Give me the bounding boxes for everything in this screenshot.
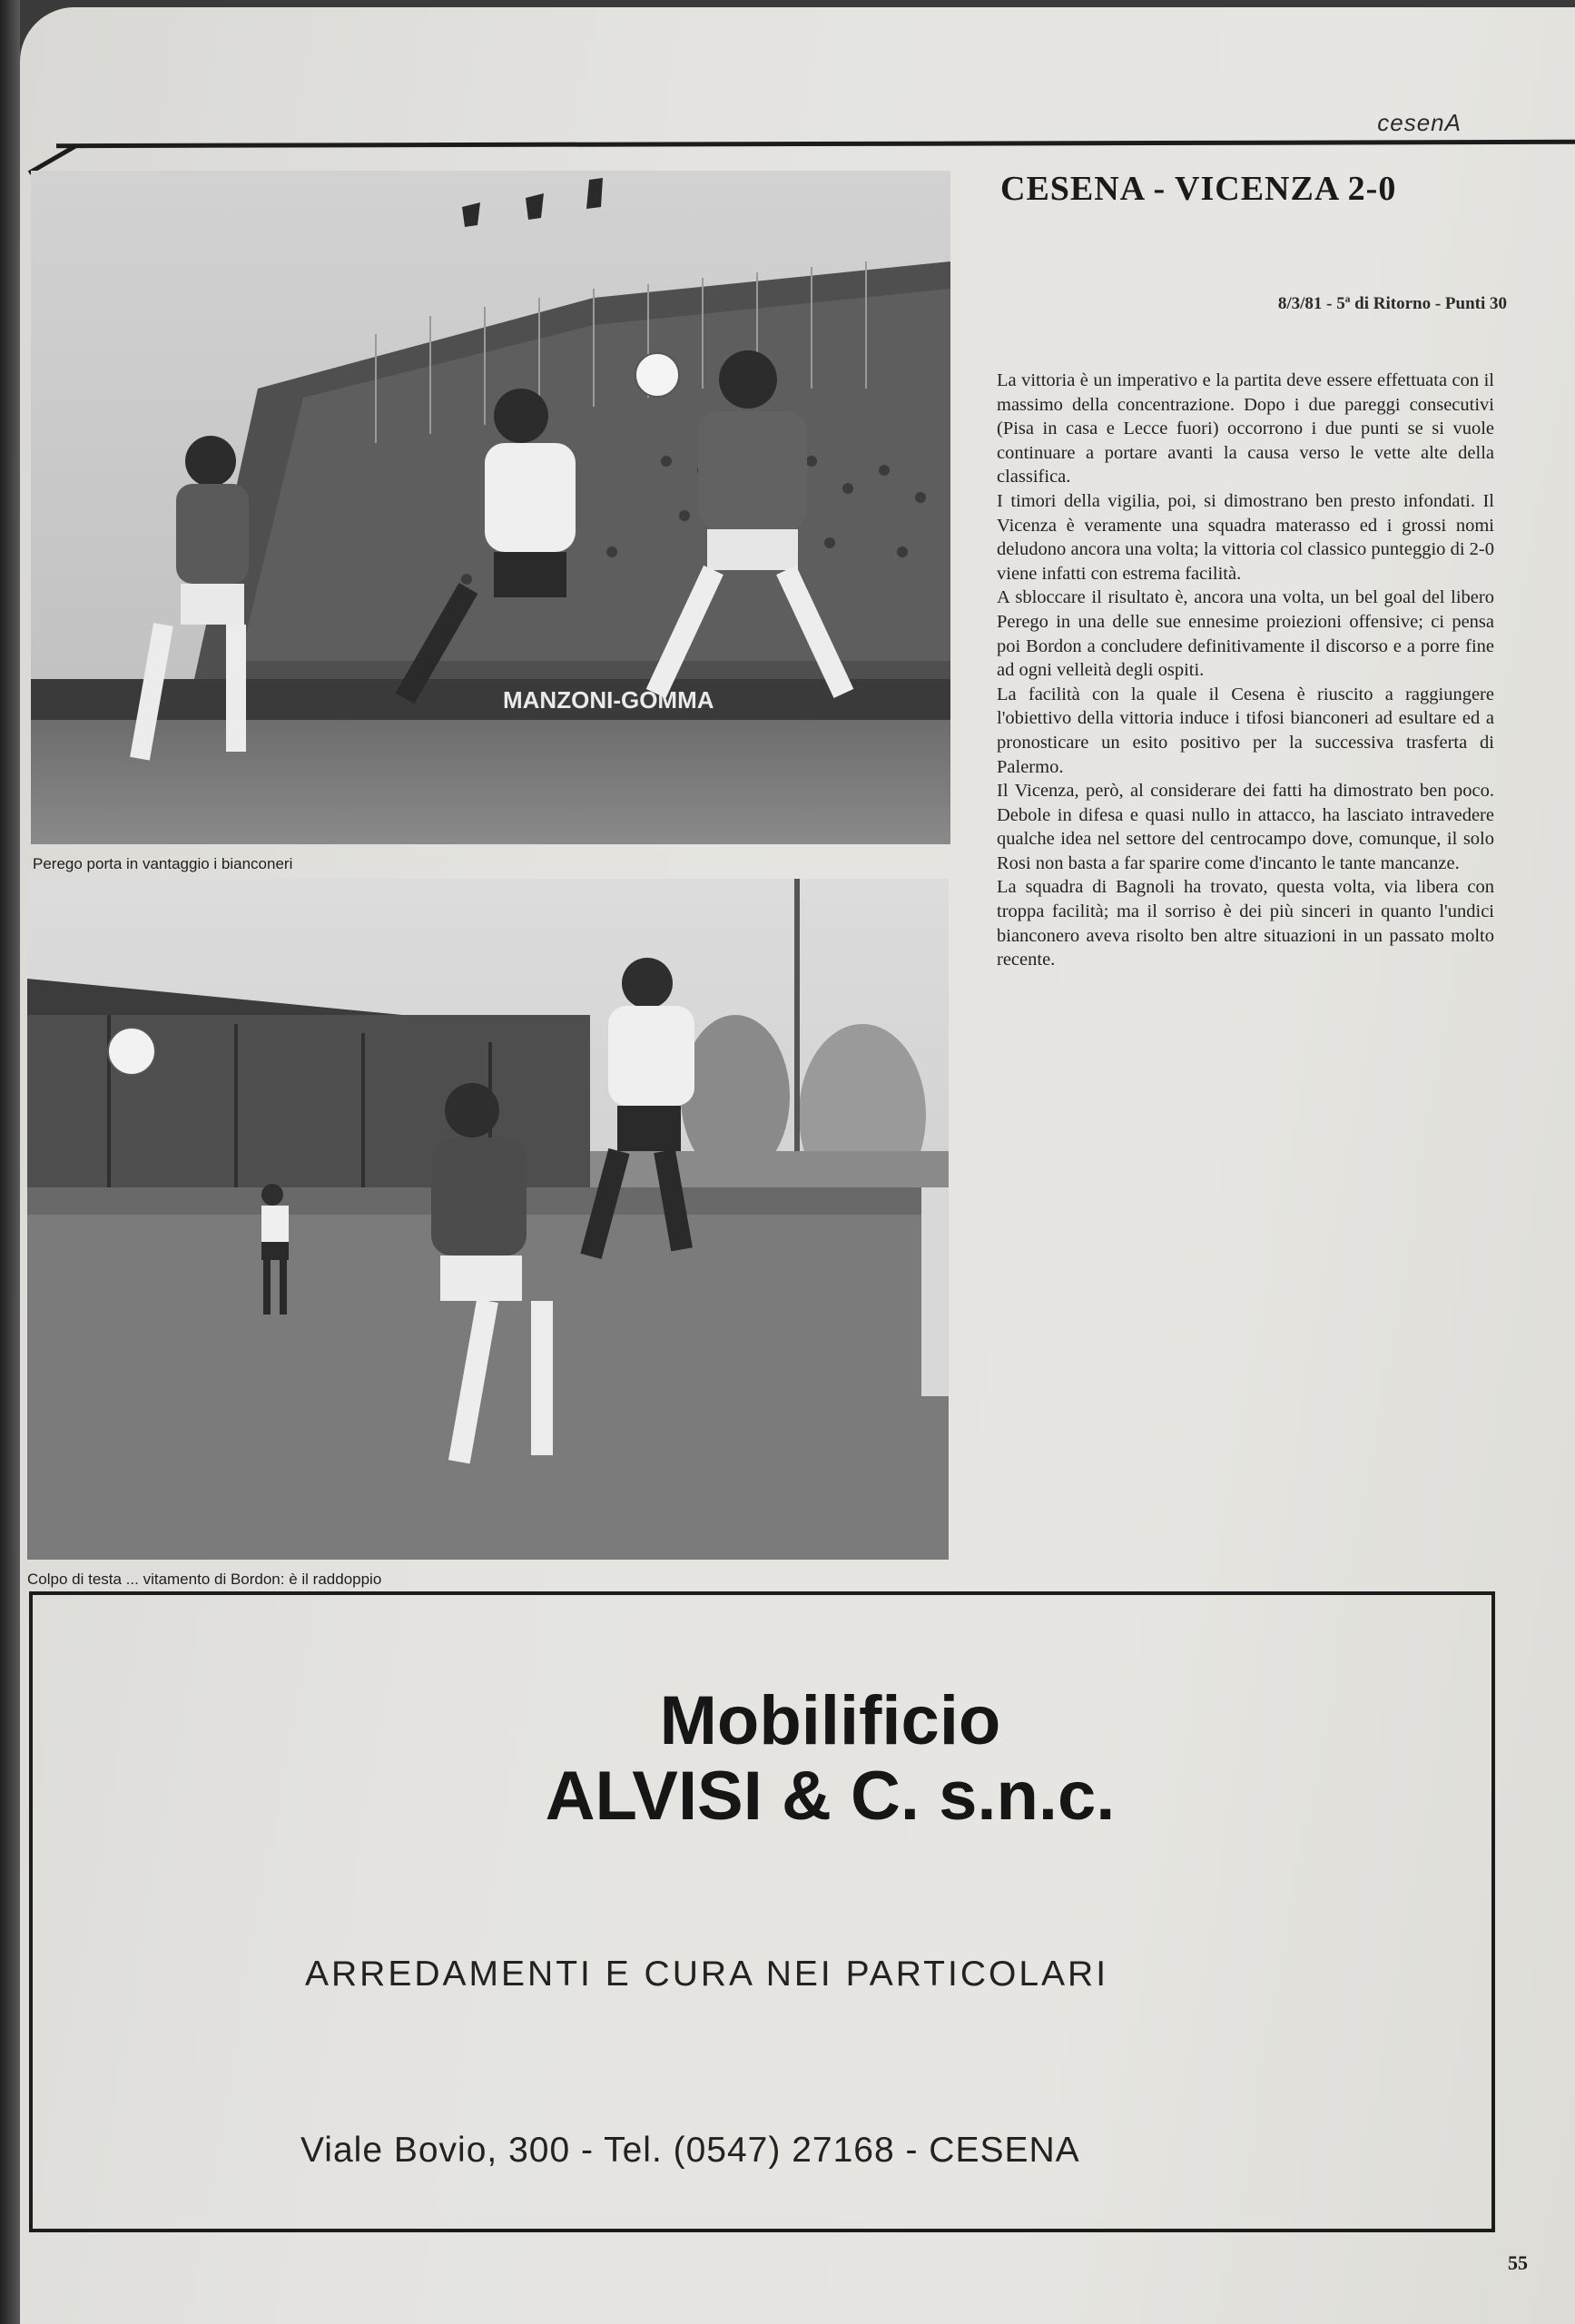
- ad-board-text: MANZONI-GOMMA: [503, 686, 714, 714]
- article-body: [997, 369, 1494, 972]
- photo-1-caption: Perego porta in vantaggio i bianconeri: [33, 855, 293, 872]
- ad-title-line-1: Mobilificio: [659, 1682, 1001, 1759]
- header-rule: [56, 140, 1575, 148]
- photo-2-caption: Colpo di testa ... vitamento di Bordon: è il raddoppio: [27, 1571, 382, 1588]
- magazine-page: [20, 7, 1575, 2324]
- advertisement-box: [29, 1591, 1495, 2232]
- ad-tagline: ARREDAMENTI E CURA NEI PARTICOLARI: [305, 1955, 1109, 1994]
- article-dateline: 8/3/81 - 5ª di Ritorno - Punti 30: [1277, 294, 1507, 313]
- match-photo-1: [31, 171, 950, 844]
- article-headline: CESENA - VICENZA 2-0: [1000, 170, 1397, 208]
- page-number: 55: [1508, 2251, 1528, 2274]
- article-paragraph: La vittoria è un imperativo e la partita deve essere effettuata con il massimo della concentrazione. Dopo i due pareggi consecutivi (Pisa in casa e Lecce fuori) occorrono i due punti se si vuole continuare a portare avanti la causa verso le vette alte della classifica.: [997, 370, 1494, 487]
- running-head: cesenA: [1377, 109, 1462, 136]
- article-paragraph: La facilità con la quale il Cesena è riuscito a raggiungere l'obiettivo della vittoria induce i tifosi bianconeri ad esultare ed a pronosticare un esito positivo per la successiva trasferta di Palermo.: [997, 684, 1494, 777]
- article-paragraph: I timori della vigilia, poi, si dimostrano ben presto infondati. Il Vicenza è veramente una squadra materasso ed i grossi nomi deludono ancora una volta; la vittoria col classico punteggio di 2-0 viene infatti con estrema facilità.: [997, 490, 1494, 584]
- photo-1-illustration: [31, 171, 950, 844]
- binding-spine: [0, 0, 20, 2324]
- match-photo-2: [27, 879, 949, 1560]
- photo-2-illustration: [27, 879, 949, 1560]
- article-paragraph: A sbloccare il risultato è, ancora una volta, un bel goal del libero Perego in una delle sue ennesime proiezioni offensive; ci pensa poi Bordon a concludere definitivamente il discorso e a porre fine ad ogni velleità degli ospiti.: [997, 587, 1494, 681]
- article-paragraph: La squadra di Bagnoli ha trovato, questa volta, via libera con troppa facilità; ma il sorriso è dei più sinceri in quanto l'undici bianconero aveva risolto ben altre situazioni in un passato molto recente.: [997, 877, 1494, 970]
- article-paragraph: Il Vicenza, però, al considerare dei fatti ha dimostrato ben poco. Debole in difesa e quasi nullo in attacco, ha lasciato intravedere qualche idea nel settore del centrocampo dove, comunque, il solo Rosi non basta a far sparire come d'incanto le tante mancanze.: [997, 781, 1494, 873]
- ad-title-line-2: ALVISI & C. s.n.c.: [545, 1758, 1116, 1835]
- ad-address: Viale Bovio, 300 - Tel. (0547) 27168 - CESENA: [300, 2131, 1080, 2170]
